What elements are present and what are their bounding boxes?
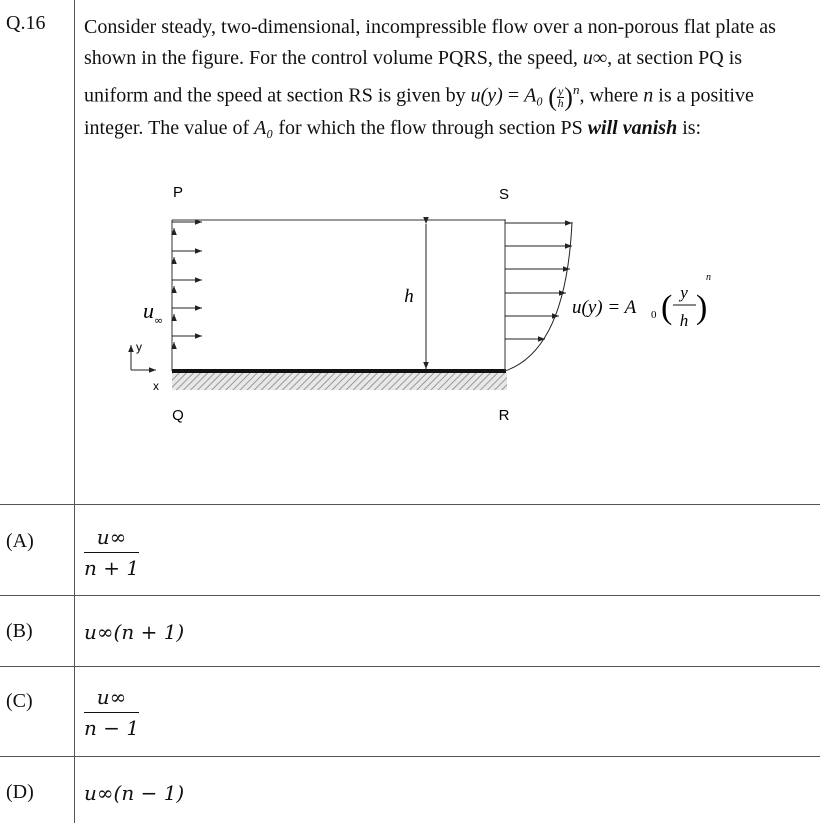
profile-equation-sub: 0	[651, 309, 657, 321]
inlet-arrows	[172, 222, 202, 336]
label-p: P	[172, 184, 184, 201]
paren-left: (	[661, 289, 673, 326]
wall-hatching	[172, 372, 507, 390]
outlet-arrows	[505, 223, 572, 339]
option-d[interactable]: u∞(n − 1)	[84, 781, 185, 805]
question-number: Q.16	[6, 12, 46, 34]
label-r: R	[498, 407, 510, 424]
option-c[interactable]: $\frac{u\infty}{n - 1}$	[84, 685, 140, 740]
option-d-label: (D)	[6, 781, 34, 803]
profile-eq-n: n	[706, 272, 711, 283]
axis-x-label: x	[153, 379, 159, 393]
profile-eq-y: y	[680, 283, 688, 302]
label-s: S	[498, 186, 510, 203]
label-inf-subscript: ∞	[154, 314, 164, 327]
option-b-label: (B)	[6, 620, 33, 642]
option-a[interactable]: $\frac{u\infty}{n + 1}$	[84, 525, 140, 580]
label-q: Q	[172, 407, 184, 424]
option-b[interactable]: u∞(n + 1)	[84, 620, 185, 644]
option-a-label: (A)	[6, 530, 34, 552]
option-c-label: (C)	[6, 690, 33, 712]
label-h: h	[404, 286, 414, 307]
profile-equation: u(y) = A	[572, 297, 637, 318]
question-text: Consider steady, two-dimensional, incompressible flow over a non-porous flat plate as shown in the figure. For the control volume PQRS, the speed, u∞, at section PQ is uniform and the speed at section RS is given by u(y) = A₀ ( $\frac{y}{h}$ )$^n$, where n is a positive integer. The value of A₀ for which the flow through section PS will vanish is:	[84, 16, 776, 139]
profile-eq-h: h	[679, 311, 689, 330]
velocity-profile	[505, 222, 572, 371]
axis-y-label: y	[136, 340, 142, 354]
label-u-inf: u	[143, 298, 154, 323]
paren-right: )	[696, 289, 708, 326]
